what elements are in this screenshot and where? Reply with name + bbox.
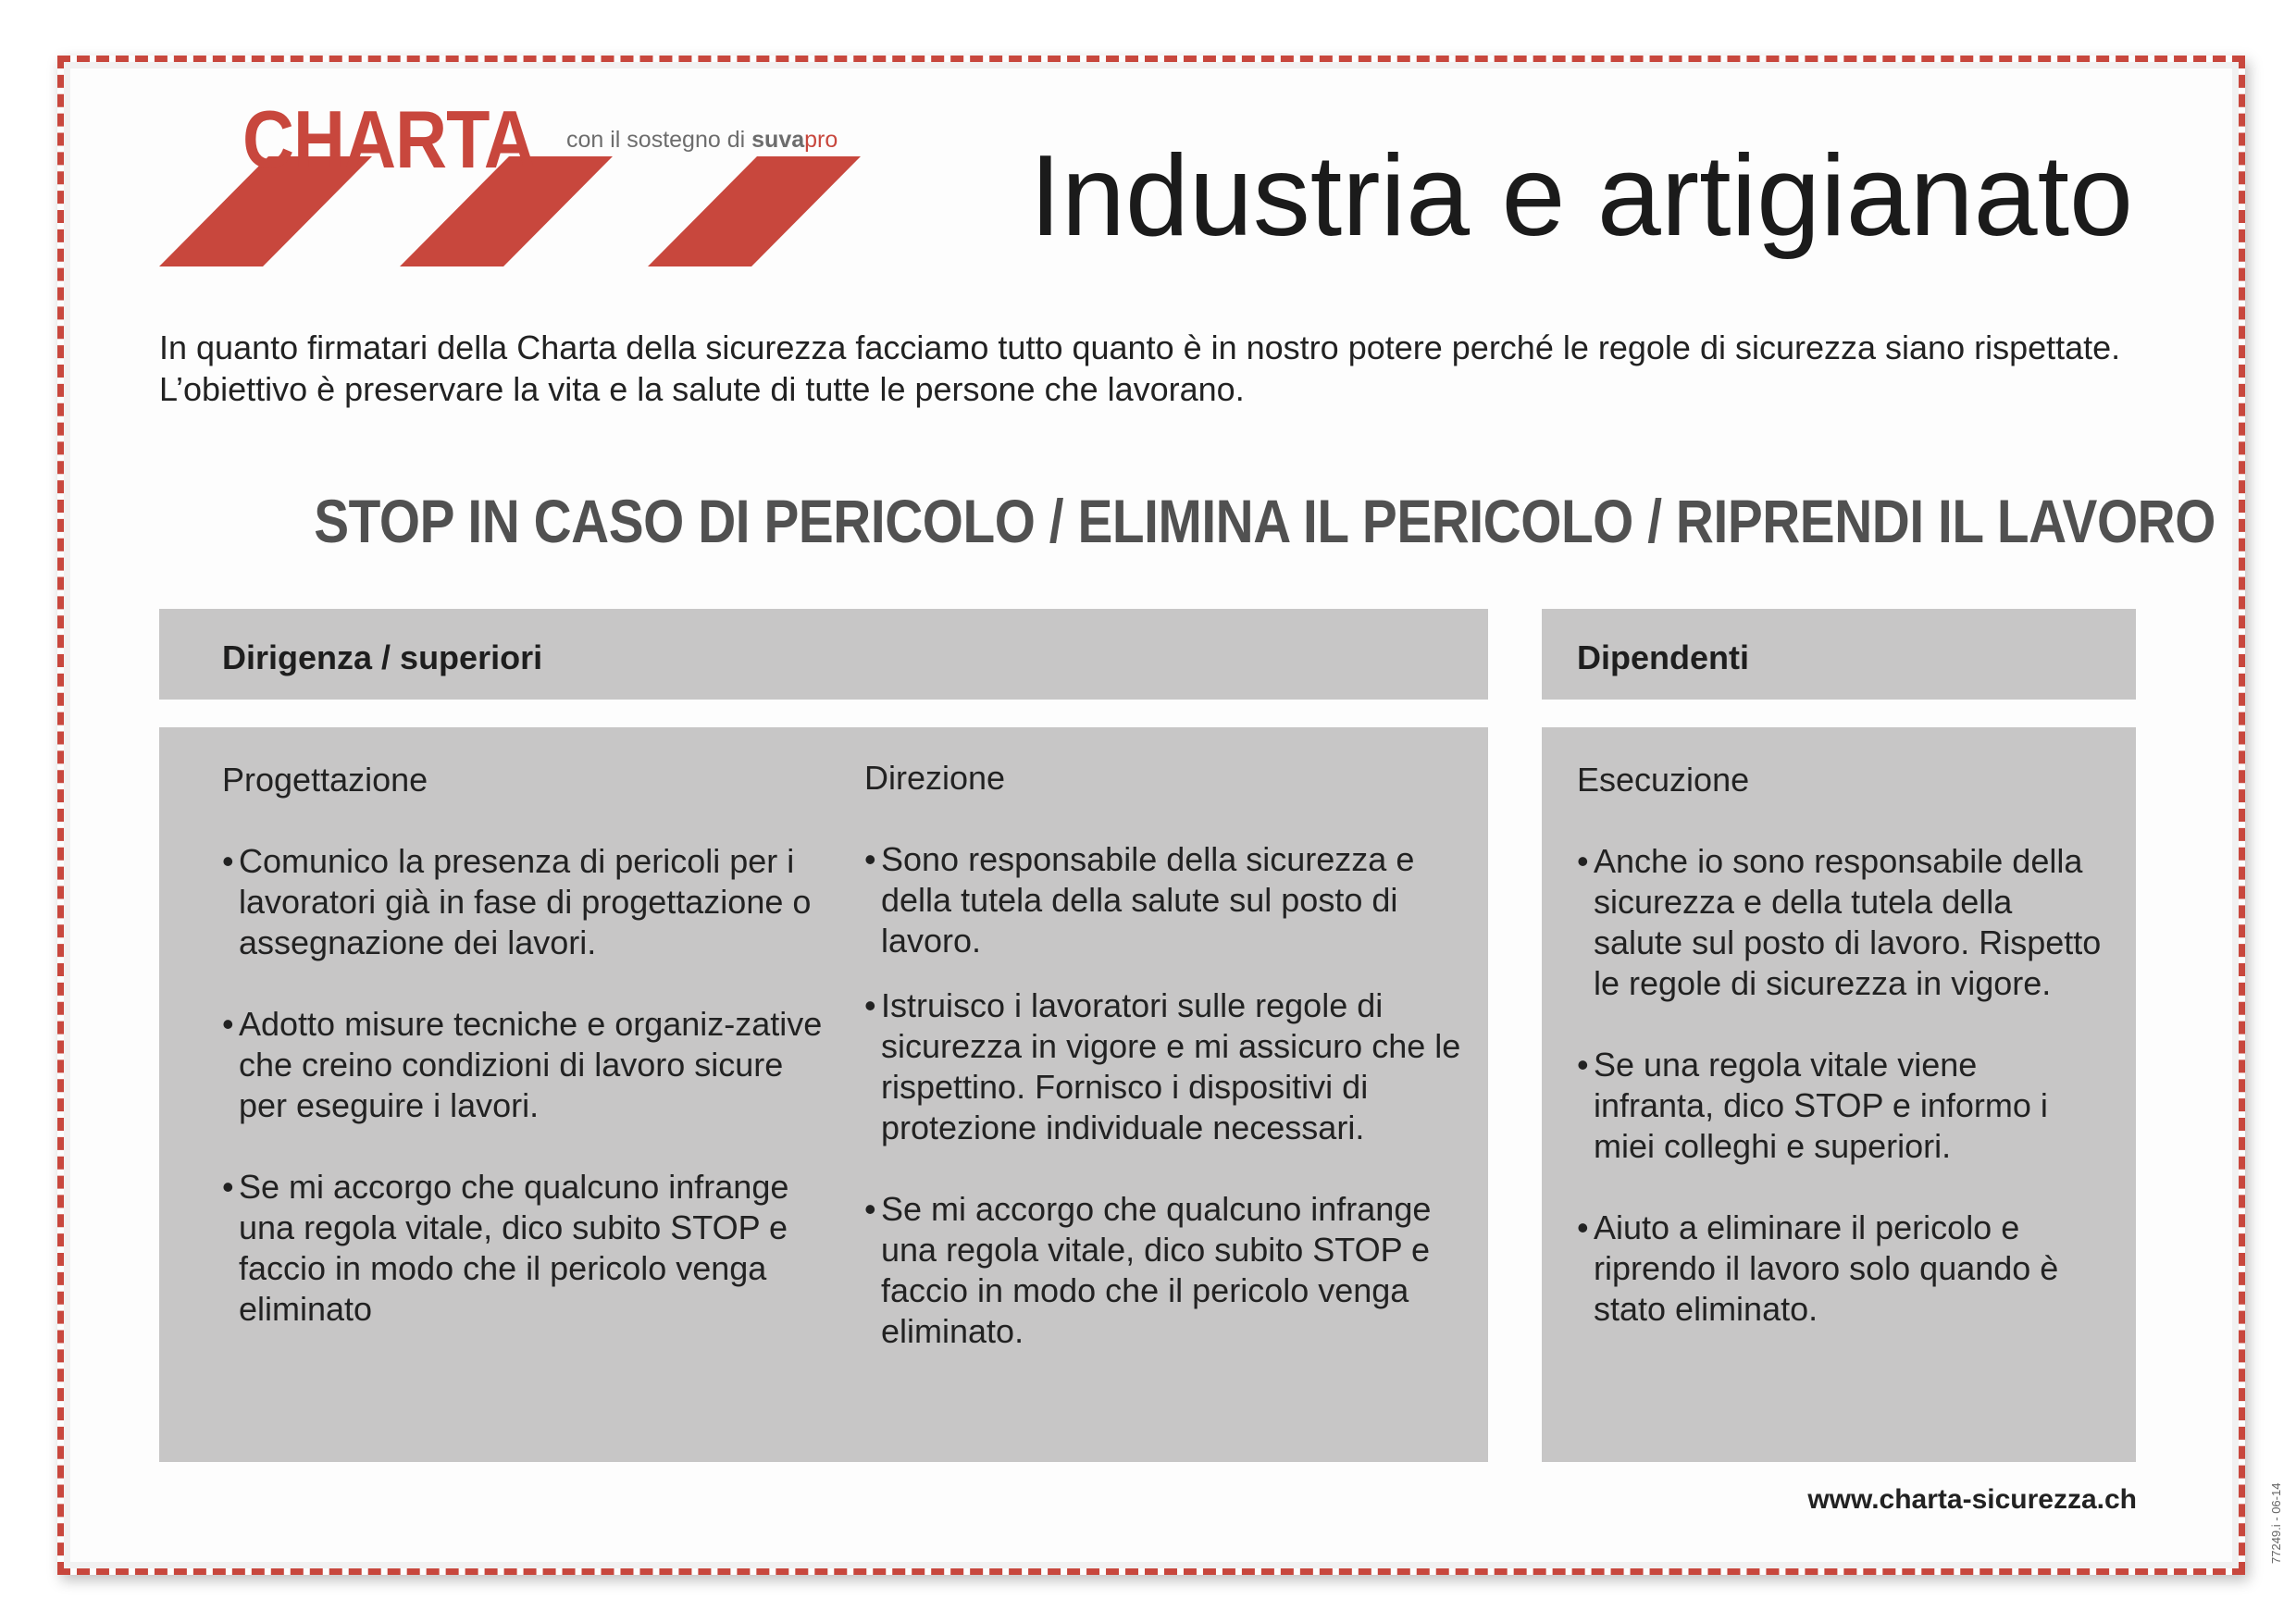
logo-supporter-prefix: con il sostegno di [566,127,746,153]
list-item: • Sono responsabile della sicurezza e della tutela della salute sul posto di lavoro. [864,839,1466,961]
column-progettazione [222,760,824,1370]
intro-text: In quanto firmatari della Charta della sicurezza facciamo tutto quanto è in nostro potere perché le regole di sicurezza siano rispettate. L’obiettivo è preservare la vita e la salute di tutte le persone che lavorano. [159,328,2121,408]
document-code: 77249.i - 06-14 [2269,1482,2283,1564]
column-title: Direzione [864,759,1006,797]
list-item: • Anche io sono responsabile della sicurezza e della tutela della salute sul posto di lavoro. Rispetto le regole di sicurezza in vigore. [1577,841,2104,1004]
employees-header: Dipendenti [1577,638,1749,676]
column-direzione [864,758,1466,1393]
website-link[interactable]: www.charta-sicurezza.ch [1807,1484,2137,1515]
list-item: • Adotto misure tecniche e organiz-zative che creino condizioni di lavoro sicure per eseguire i lavori. [222,1004,824,1126]
list-item: • Aiuto a eliminare il pericolo e riprendo il lavoro solo quando è stato eliminato. [1577,1208,2104,1330]
list-item: • Se mi accorgo che qualcuno infrange una regola vitale, dico subito STOP e faccio in modo che il pericolo venga eliminato [222,1167,824,1330]
logo-supporter-brand: suva [751,127,805,153]
list-item: • Se una regola vitale viene infranta, dico STOP e informo i miei colleghi e superiori. [1577,1045,2104,1167]
column-title: Progettazione [222,761,428,799]
bullet-list [864,839,1466,1352]
logo-supporter-accent: pro [804,127,838,153]
logo-wordmark: CHARTA [242,93,535,185]
list-item: • Comunico la presenza di pericoli per i lavoratori già in fase di progettazione o assegnazione dei lavori. [222,841,824,963]
slogan-text: STOP IN CASO DI PERICOLO / ELIMINA IL PERICOLO / RIPRENDI IL LAVORO [314,487,2215,555]
logo-supporter [566,127,838,154]
page-title: Industria e artigianato [1029,132,2133,260]
list-item: • Se mi accorgo che qualcuno infrange una regola vitale, dico subito STOP e faccio in modo che il pericolo venga eliminato. [864,1189,1466,1352]
management-header: Dirigenza / superiori [222,638,543,676]
column-title: Esecuzione [1577,761,1750,799]
bullet-list [222,841,824,1330]
list-item: • Istruisco i lavoratori sulle regole di sicurezza in vigore e mi assicuro che le rispettino. Fornisco i dispositivi di protezione individuale necessari. [864,985,1466,1148]
slogan-heading [159,487,2215,555]
column-esecuzione [1577,760,2104,1370]
charta-logo [159,93,872,273]
bullet-list [1577,841,2104,1330]
